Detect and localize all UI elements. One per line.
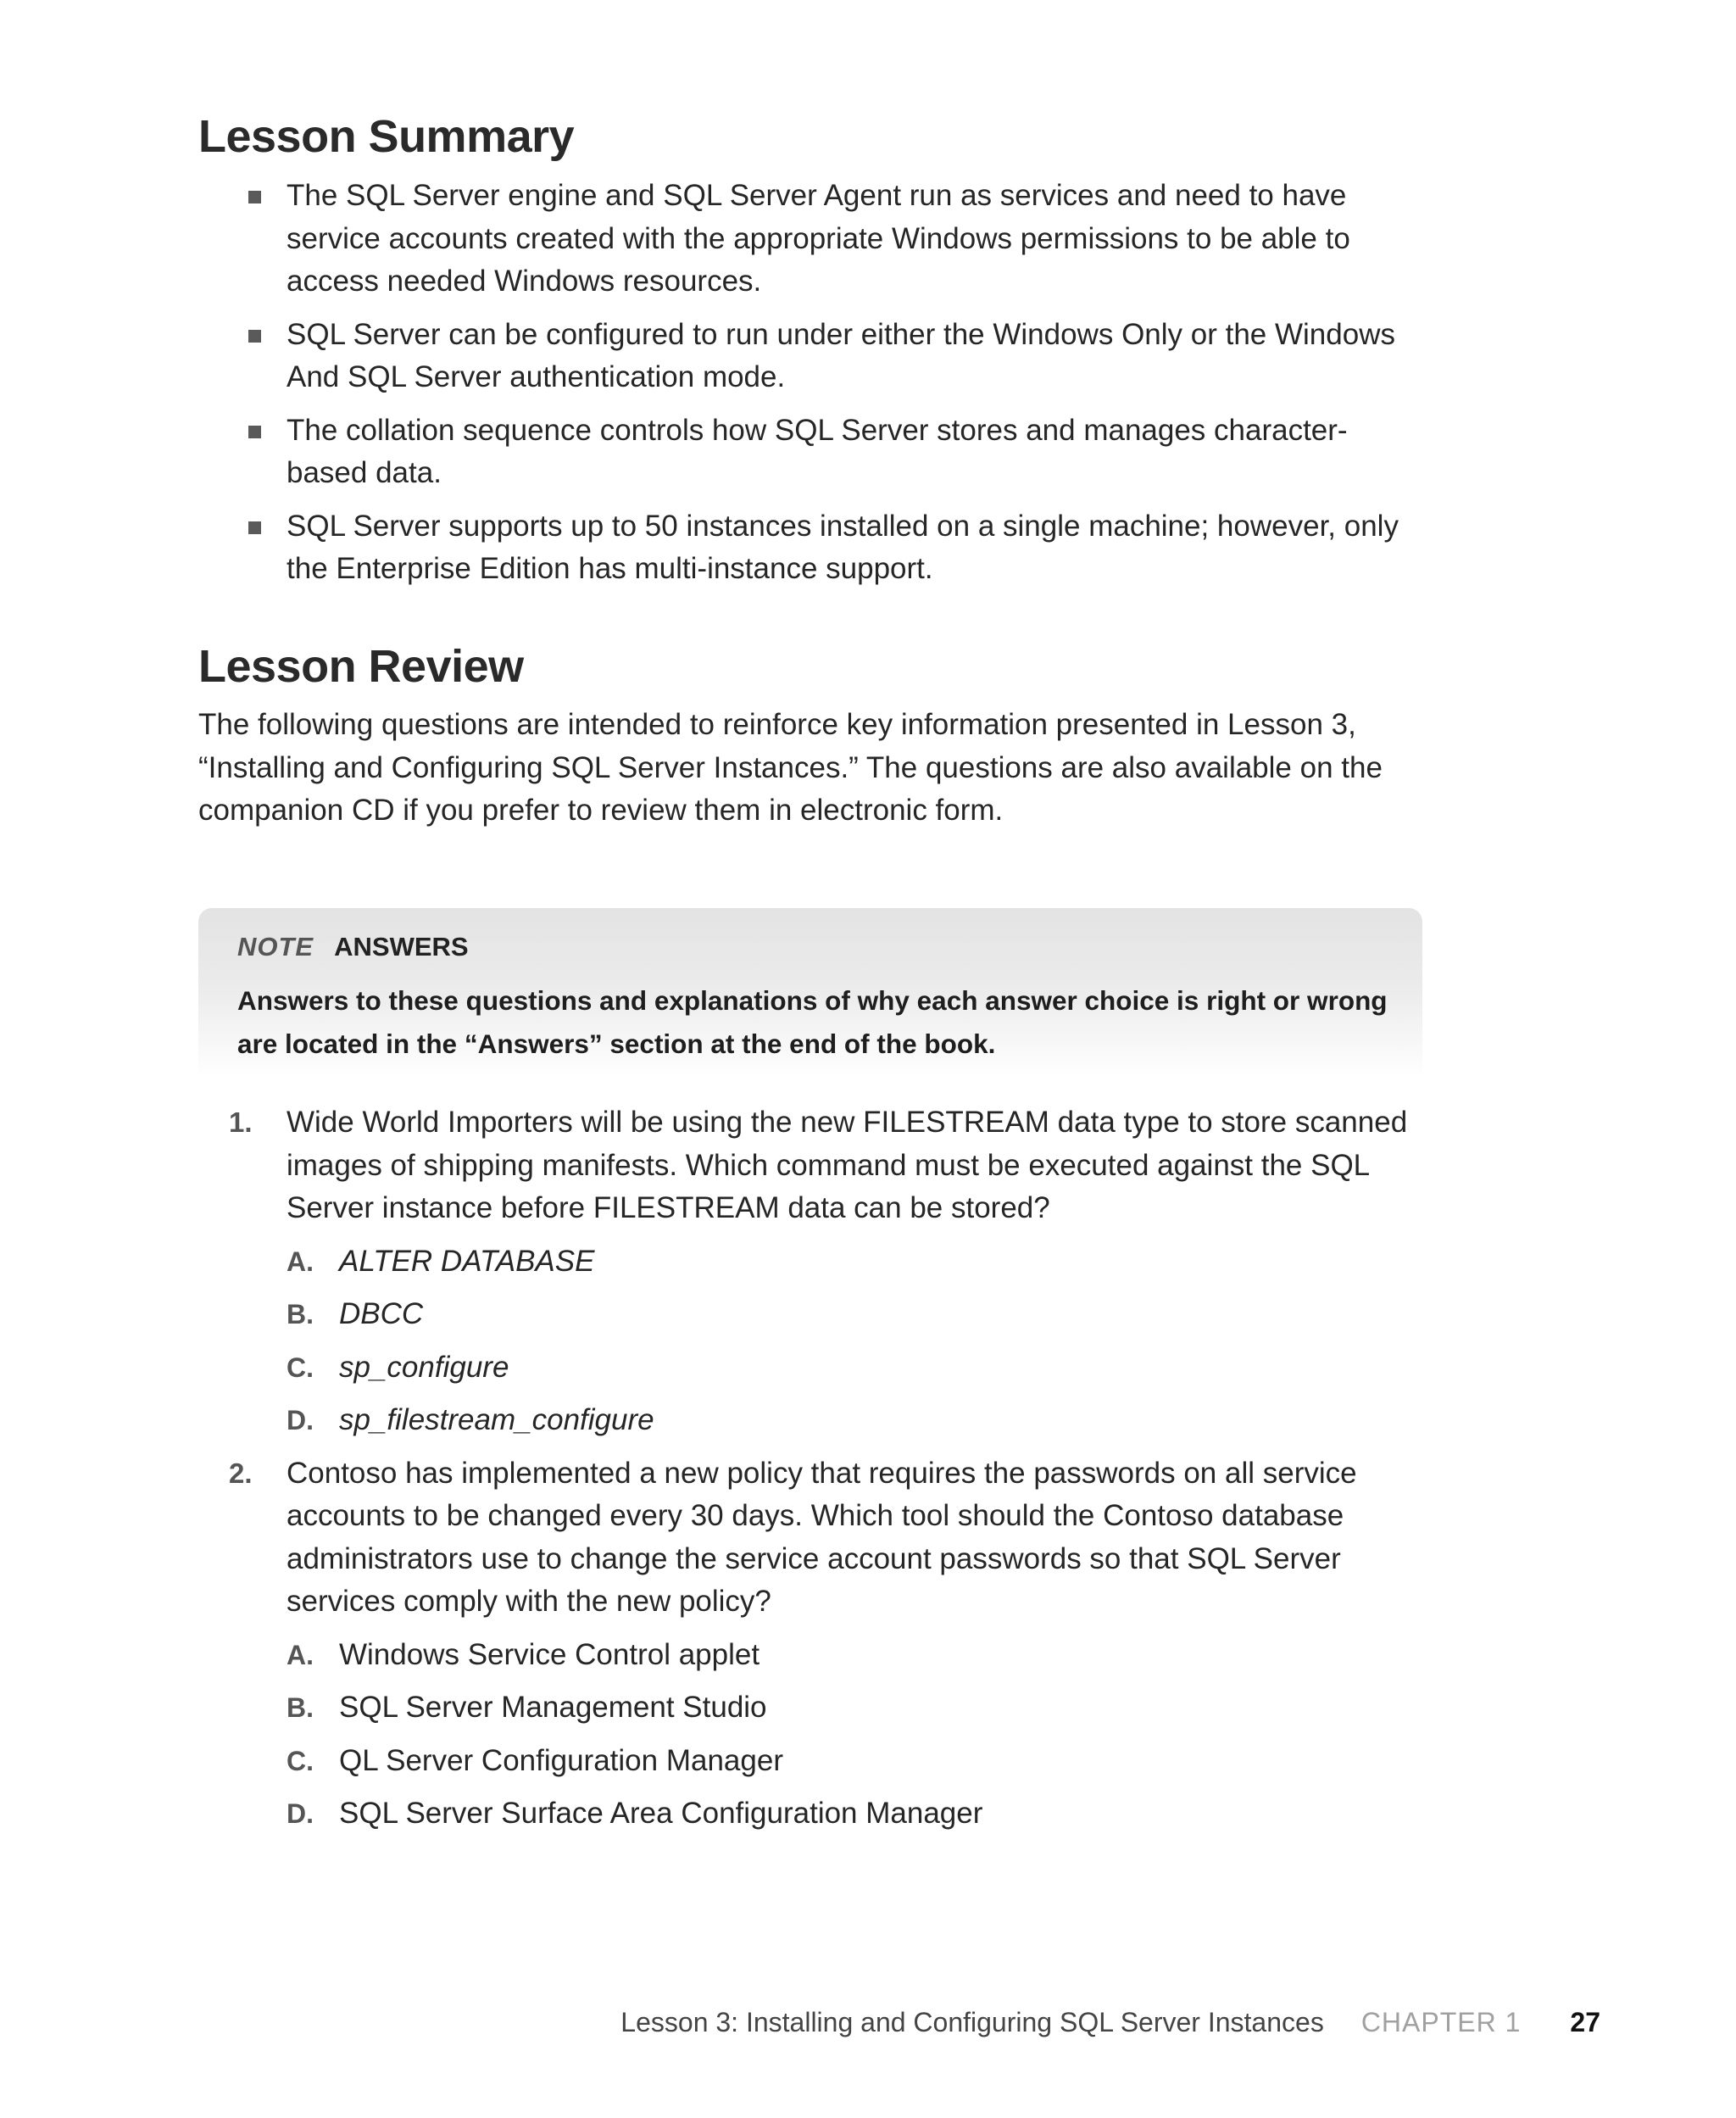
answer-option (287, 1740, 1436, 1783)
answer-option (287, 1293, 1436, 1336)
answer-option (287, 1399, 1436, 1442)
summary-bullet-text: SQL Server can be configured to run under either the Windows Only or the Windows And SQL Server authentication mode. (287, 317, 1395, 393)
summary-bullet (198, 410, 1419, 495)
option-text: DBCC (339, 1297, 424, 1330)
option-text: SQL Server Management Studio (339, 1691, 767, 1724)
page-number: 27 (1570, 2007, 1600, 2037)
question-list (198, 1101, 1436, 1846)
answer-option (287, 1634, 1436, 1677)
option-letter: B. (287, 1299, 314, 1329)
option-letter: C. (287, 1745, 314, 1776)
lesson-summary-heading: Lesson Summary (198, 111, 575, 162)
summary-bullet (198, 175, 1419, 304)
review-intro-paragraph: The following questions are intended to reinforce key information presented in Lesson 3, “Installing and Configuring SQL Server Instances.” The questions are also available on the companion CD if you prefer to review them in electronic form. (198, 708, 1383, 827)
option-text: sp_filestream_configure (339, 1403, 654, 1436)
note-body: Answers to these questions and explanations of why each answer choice is right or wrong are located in the “Answers” section at the end of the book. (237, 985, 1388, 1059)
option-letter: B. (287, 1692, 314, 1723)
option-text: QL Server Configuration Manager (339, 1743, 783, 1777)
note-title: ANSWERS (334, 932, 469, 961)
answer-option (287, 1346, 1436, 1390)
footer-lesson-title: Lesson 3: Installing and Configuring SQL Server Instances (620, 2007, 1324, 2037)
option-letter: C. (287, 1352, 314, 1383)
page-footer (620, 2005, 1600, 2039)
answer-options (287, 1634, 1436, 1836)
note-header (237, 932, 469, 962)
question-text: Wide World Importers will be using the new FILESTREAM data type to store scanned images of shipping manifests. Which command must be executed against the SQL Server instance before FILESTREAM data can be stored? (287, 1106, 1408, 1224)
answer-option (287, 1792, 1436, 1836)
option-letter: D. (287, 1798, 314, 1829)
question-item (198, 1101, 1436, 1442)
option-text: sp_configure (339, 1350, 509, 1384)
lesson-review-heading: Lesson Review (198, 641, 524, 692)
square-bullet-icon (248, 521, 261, 534)
question-item (198, 1452, 1436, 1836)
option-text: SQL Server Surface Area Configuration Manager (339, 1797, 983, 1830)
answer-option (287, 1686, 1436, 1730)
note-label: NOTE (237, 932, 314, 961)
option-text: Windows Service Control applet (339, 1637, 760, 1671)
question-number: 1. (229, 1106, 253, 1138)
question-number: 2. (229, 1457, 253, 1489)
summary-bullet-text: SQL Server supports up to 50 instances installed on a single machine; however, only the Enterprise Edition has multi-instance support. (287, 509, 1399, 585)
square-bullet-icon (248, 426, 261, 438)
summary-bullet-list (198, 175, 1419, 601)
summary-bullet-text: The SQL Server engine and SQL Server Agent run as services and need to have service accounts created with the appropriate Windows permissions to be able to access needed Windows resources. (287, 179, 1350, 298)
square-bullet-icon (248, 330, 261, 343)
answer-option (287, 1240, 1436, 1284)
option-letter: A. (287, 1246, 314, 1277)
summary-bullet (198, 505, 1419, 591)
summary-bullet-text: The collation sequence controls how SQL Server stores and manages character-based data. (287, 413, 1348, 489)
option-letter: A. (287, 1639, 314, 1670)
footer-chapter: CHAPTER 1 (1360, 2007, 1522, 2037)
question-text: Contoso has implemented a new policy that requires the passwords on all service accounts to be changed every 30 days. Which tool should the Contoso database administrators use to change the service account passwords so that SQL Server services comply with the new policy? (287, 1456, 1357, 1618)
square-bullet-icon (248, 191, 261, 203)
option-text: ALTER DATABASE (339, 1244, 595, 1278)
answer-options (287, 1240, 1436, 1442)
note-box (198, 908, 1422, 1078)
option-letter: D. (287, 1405, 314, 1435)
summary-bullet (198, 314, 1419, 399)
